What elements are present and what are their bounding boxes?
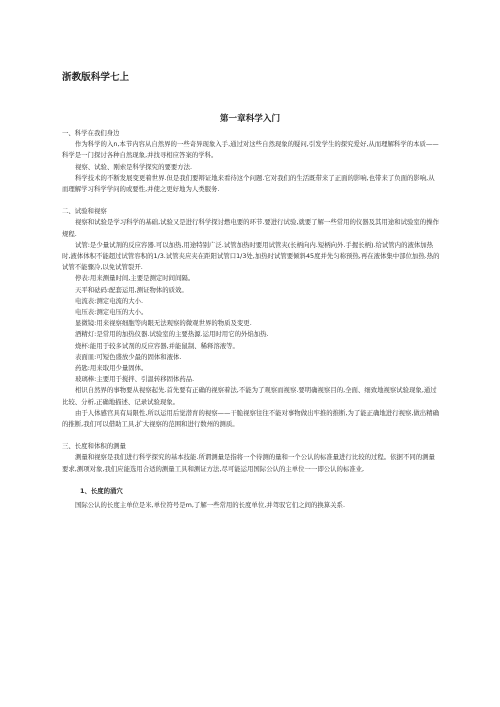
- instrument-item: 表面皿:可短色盛放少最的固体和液体.: [75, 352, 182, 361]
- instrument-item: 显微镜:用来视察细胞等肉眼无法观察的微观世界的物质及变更.: [75, 319, 252, 328]
- paragraph: 科学技术的不断发展变更着世界.但是我们要辩证地来看待这个问题.它对我们的生活既带来了正面的影响,也带来了负面的影响,从而理解学习科学学问的或要性,并使之更好地为人类服务.: [62, 173, 435, 194]
- paragraph: 由于人体感官具有局限性,所以运用后觉潜育的视察——干脆视察往往不能对事物做出牢推的推断,为了能正确地进行视察,做出精确的推断,我们可以借助工具,扩大视察的范围和进行数州的测质。: [62, 408, 439, 429]
- subsection-heading: 1、长度的涌穴: [80, 486, 123, 495]
- paragraph: 视察、试验、刚索是科学探究的要要方法.: [75, 162, 193, 171]
- section-heading: 一、科学在我们身边: [62, 129, 120, 137]
- instrument-item: 天平和砝码:配套运用,测证物体的质效。: [75, 285, 188, 294]
- instrument-item: 酒精灯:是常用的加热仪器.试验室的主要热源.运用时用它的外焰加热.: [75, 330, 269, 339]
- chapter-title: 第一章科学入门: [219, 114, 281, 124]
- instrument-item: 停表:用来测量时间,主要是测定时间间隔。: [75, 274, 195, 283]
- instrument-item: 电流表:测定电流的大小.: [75, 296, 144, 305]
- section-heading: 三、长度和体积的测量: [62, 442, 126, 451]
- paragraph: 作为科学的入n,本节内容从自然界的一些奇异现象入手,通过对这些自然现象的疑问,引发学生的探究爱好,从而理解科学的本质——科学是一门探讨各种自然现象,并找寻相应答案的学科。: [62, 140, 439, 160]
- paragraph: 试管:是少量试剂的反应容器.可以加热,用途特别广泛.试管加热时要用试管夹(长柄向内.短柄向外.手握长柄).给试管内的液体加热时,液体体积不能超过试管容积的1/3.试管夹应夹在距阳试管口1/3处,加热时试管要倾斜45度并先匀称预热,再在液体集中部位加热.热的试管不能骤冷,以免试管裂开.: [62, 240, 440, 272]
- instrument-item: 烧杯:能用于较多试剂的反应容器,并能鼠制、稀释溶液等。: [75, 341, 239, 350]
- instrument-item: 电压表:测定电压的大小。: [75, 308, 148, 317]
- document-body: [62, 128, 440, 511]
- paragraph: 国际公认的长度主单位是米,单位符号是m,了解一些常用的长度单位,并驾驭它们之间的换算关系.: [75, 501, 345, 510]
- document-title: 浙教版科学七上: [62, 72, 130, 83]
- paragraph: 相识自然界的事物要从视察起先.首先要有正确的视察着法,不能为了观察而视察.要明确视察目的,全面、细致地视察试验现象,通过比较、分析,正确地描述、记录试验现象。: [62, 386, 437, 406]
- instrument-item: 药匙:用来取用少量固体。: [75, 364, 148, 373]
- paragraph: 测量和视察是我们进行科学探究的基本技能.所谓测量是指将一个待测的量和一个公认的标准量进行比较的过程。依据不同的测量要求,测项对象,我们应能选用合适的测量工具和测证方法,尽可能运用国际公认的主单位一一即公认的标准业,: [62, 453, 435, 473]
- paragraph: 视察和试验是学习科学的基础,试验又是进行科学探讨燃电要的环节.要进行试验,就要了解一些常用的仪器及其用途和试验室的操作规程.: [62, 218, 439, 238]
- section-heading: 二、试验和视察: [62, 207, 107, 216]
- instrument-item: 玻璃棒:主要用于搅拌、引温转移固体药品.: [75, 375, 195, 384]
